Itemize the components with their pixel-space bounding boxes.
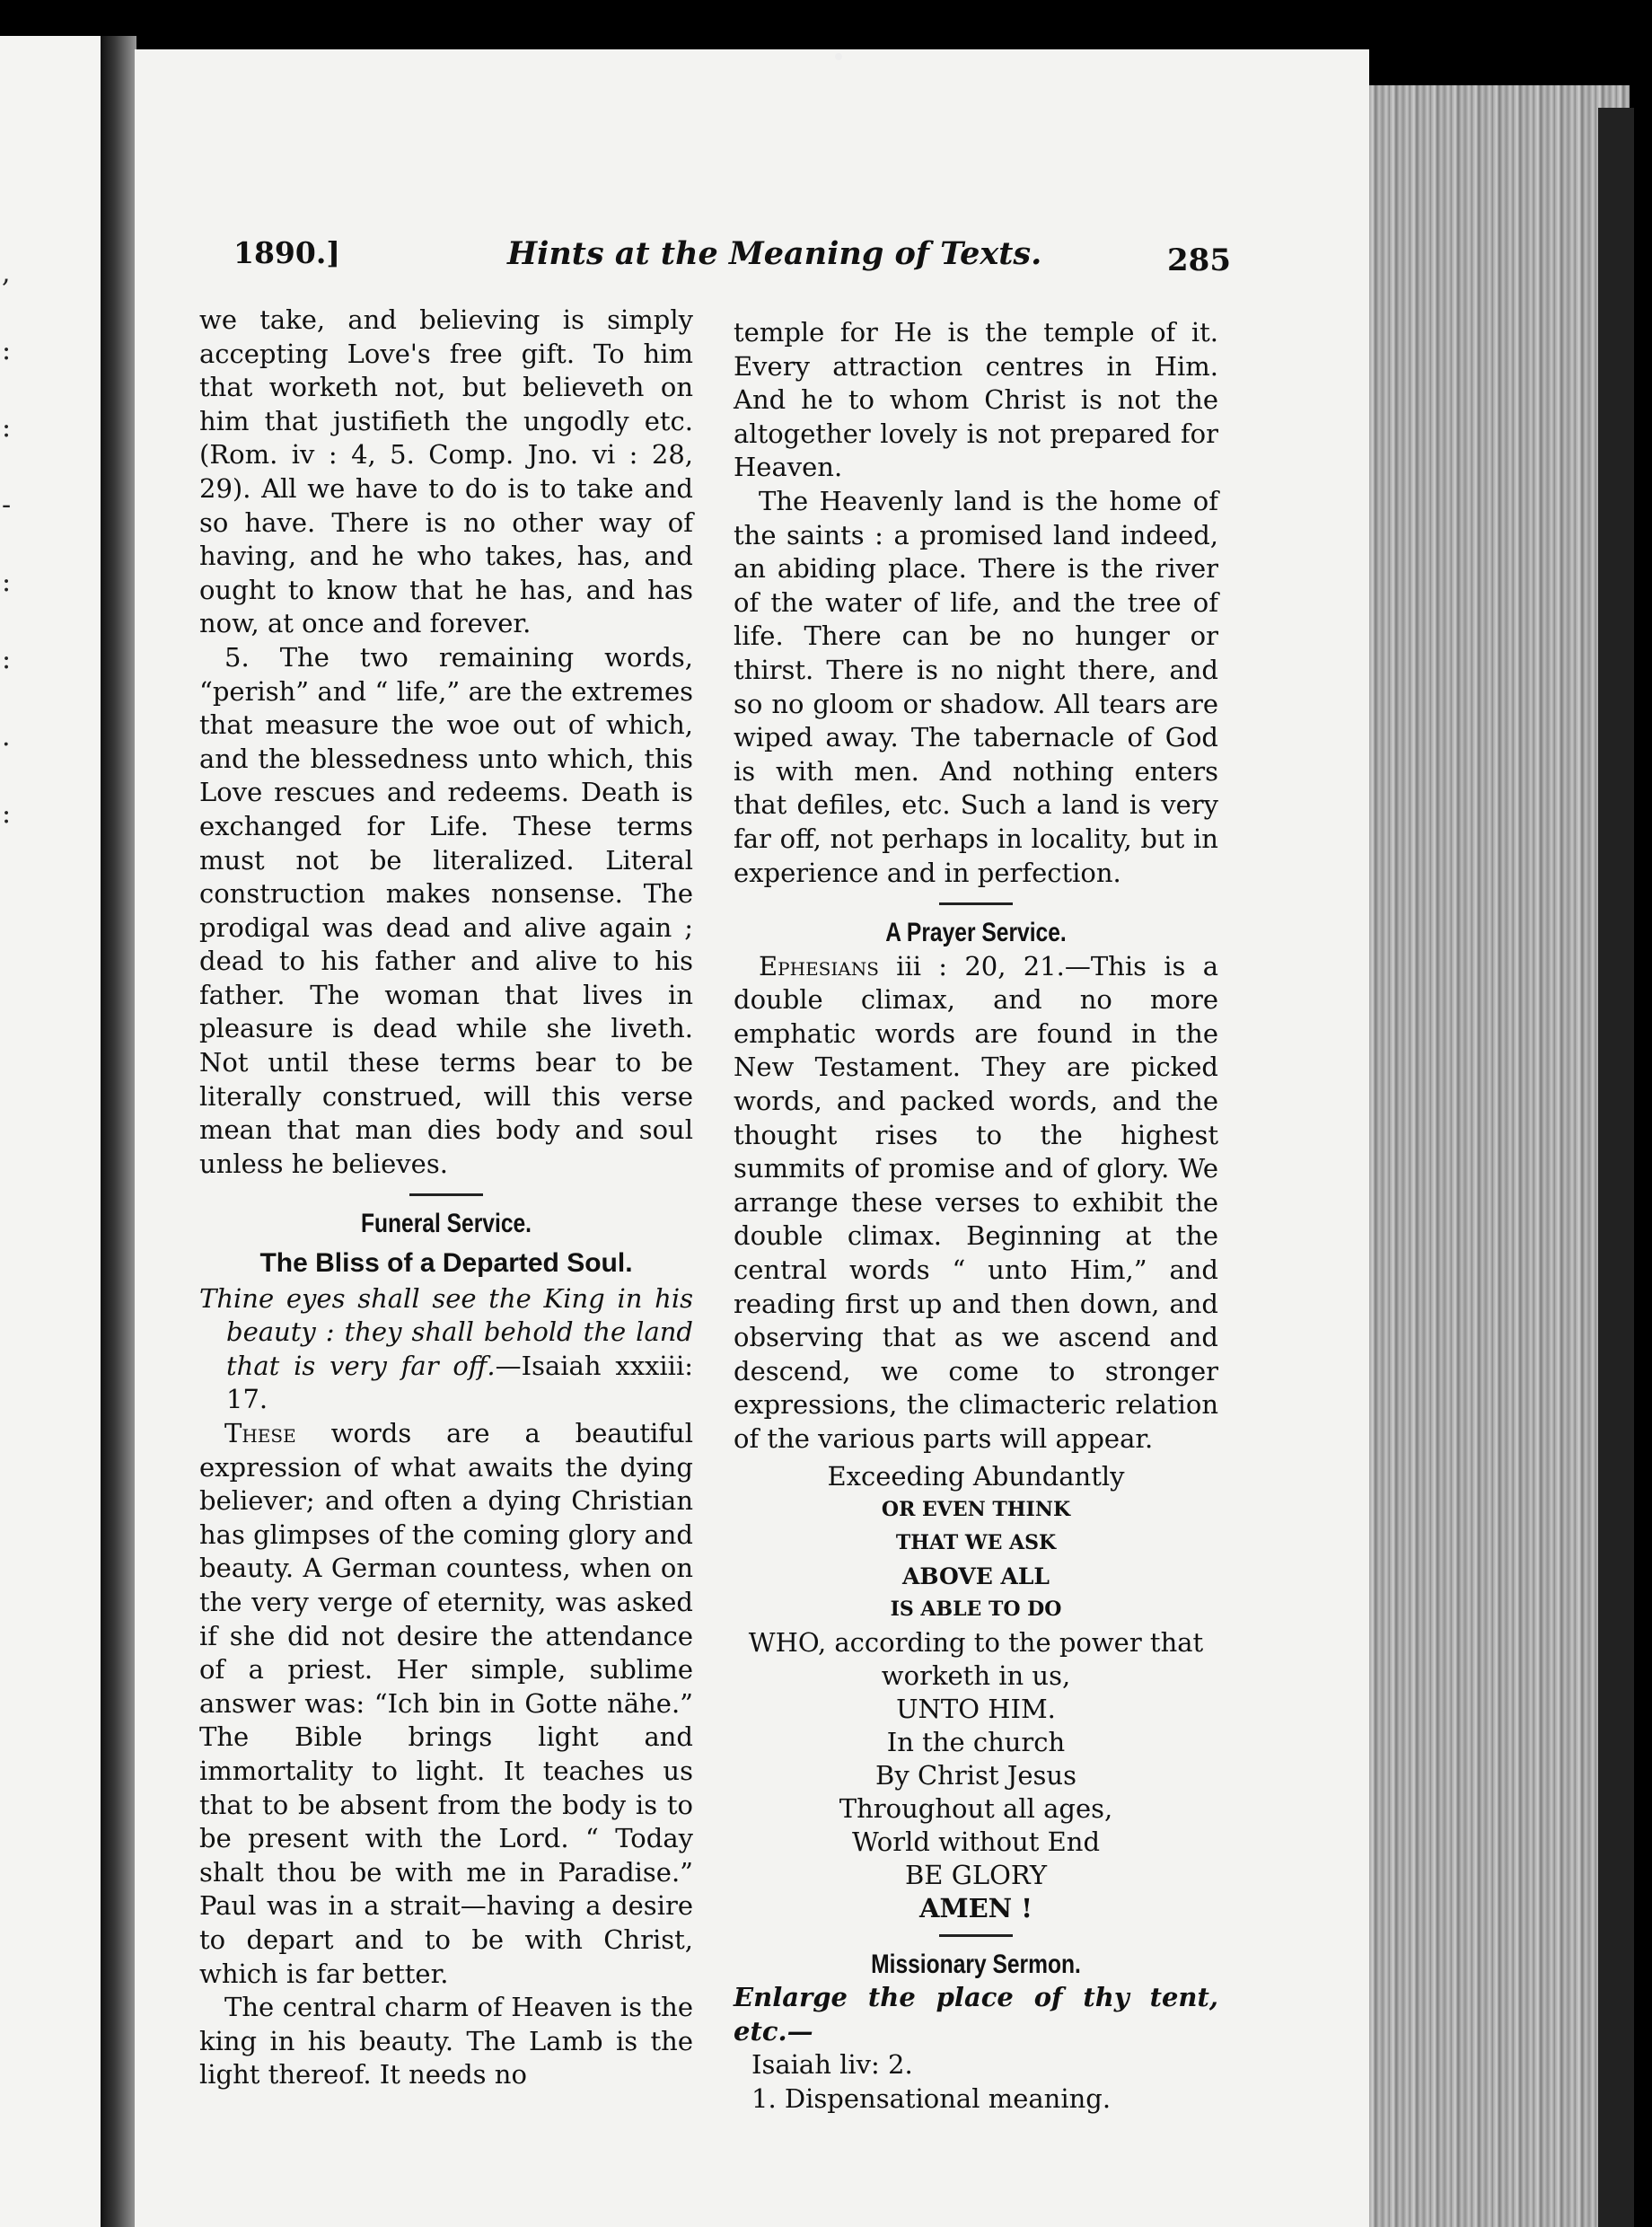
book-spine-shadow <box>101 36 136 2227</box>
climax-line: WHO, according to the power that <box>748 1626 1204 1658</box>
left-paragraph-2: 5. The two remaining words, “perish” and “ life,” are the extremes that measure the woe out of which, and the blessedness unto which, this Love rescues and redeems. Death is exchanged for Life. These terms must not be literalized. Literal construction makes nonsense. The prodigal was dead and alive again ; dead to his father and alive to his father. The woman that lives in pleasure is dead while she liveth. Not until these terms bear to be literally construed, will this verse mean that man dies body and soul unless he believes. <box>199 641 693 1179</box>
climax-line: AMEN ! <box>918 1892 1033 1923</box>
right-column <box>734 316 1218 2117</box>
climax-line: By Christ Jesus <box>875 1759 1076 1791</box>
left-paragraph-4: The central charm of Heaven is the king in his beauty. The Lamb is the light thereof. It needs no <box>199 1992 693 2091</box>
funeral-sermon-title: The Bliss of a Departed Soul. <box>259 1248 633 1279</box>
running-head-title: Hints at the Meaning of Texts. <box>507 235 1042 272</box>
prayer-lead-word: Ephesians <box>759 950 879 981</box>
funeral-epigraph <box>199 1282 693 1417</box>
missionary-reference: Isaiah liv: 2. <box>751 2049 913 2081</box>
ink-mark <box>835 53 842 60</box>
right-paragraph-1: temple for He is the temple of it. Every attraction centres in Him. And he to whom Christ is not the altogether lovely is not prepared for Heaven. <box>734 317 1218 483</box>
prayer-paragraph <box>734 950 1218 1457</box>
missionary-scripture: Enlarge the place of thy tent, etc.— <box>734 1982 1218 2047</box>
funeral-service-heading: Funeral Service. <box>360 1209 532 1239</box>
climax-line: In the church <box>886 1726 1066 1757</box>
previous-page-edge <box>0 36 108 2227</box>
paragraph-lead-word: These <box>224 1418 296 1448</box>
climax-line: Exceeding Abundantly <box>827 1460 1125 1492</box>
previous-page-marks: , : : - : : . : <box>2 258 12 830</box>
climax-line: THAT WE ASK <box>895 1530 1057 1554</box>
climax-line: Throughout all ages, <box>839 1792 1113 1824</box>
list-item: 1. Dispensational meaning. <box>751 2082 1112 2114</box>
left-column <box>199 304 693 2092</box>
page-edges <box>1369 85 1630 2227</box>
epigraph-text: Thine eyes shall see the King in his beauty : they shall behold the land that is very far off. <box>199 1282 693 1381</box>
epigraph-reference: —Isaiah xxxiii: 17. <box>226 1350 693 1415</box>
page-number: 285 <box>1167 242 1231 278</box>
prayer-text: iii : 20, 21.—This is a double climax, and no more emphatic words are found in the New Testament. They are picked words, and packed words, and the thought rises to the highest summits of promise and of glory. We arrange these verses to exhibit the double climax. Beginning at the central words “ unto Him,” and reading first up and then down, and observing that as we ascend and descend, we come to stronger expressions, the climacteric relation of the various parts will appear. <box>734 950 1219 1454</box>
climax-line: UNTO HIM. <box>896 1693 1056 1724</box>
left-paragraph-3 <box>199 1417 693 1991</box>
prayer-service-heading: A Prayer Service. <box>885 918 1067 948</box>
climax-line: ABOVE ALL <box>901 1562 1050 1589</box>
missionary-sermon-heading: Missionary Sermon. <box>871 1949 1081 1979</box>
section-rule <box>939 902 1013 905</box>
left-paragraph-1: we take, and believing is simply accepting Love's free gift. To him that worketh not, but believeth on him that justifieth the ungodly etc. (Rom. iv : 4, 5. Comp. Jno. vi : 28, 29). All we have to do is to take and so have. There is no other way of having, and he who takes, has, and ought to know that he has, and has now, at once and forever. <box>199 304 693 639</box>
double-climax <box>734 1460 1218 1925</box>
page-edges-shadow <box>1598 108 1634 2227</box>
climax-line: World without End <box>851 1826 1101 1857</box>
right-paragraph-2: The Heavenly land is the home of the saints : a promised land indeed, an abiding place. There is the river of the water of life, and the tree of life. There can be no hunger or thirst. There is no night there, and so no gloom or shadow. All tears are wiped away. The tabernacle of God is with men. And nothing enters that defiles, etc. Such a land is very far off, not perhaps in locality, but in experience and in perfection. <box>734 485 1218 888</box>
missionary-text <box>734 1981 1218 2082</box>
climax-line: BE GLORY <box>905 1859 1047 1890</box>
running-head <box>233 235 1231 280</box>
section-rule <box>409 1193 483 1196</box>
section-rule <box>939 1934 1013 1937</box>
climax-line: OR EVEN THINK <box>881 1497 1071 1521</box>
climax-line: IS ABLE TO DO <box>890 1597 1062 1621</box>
climax-line: worketh in us, <box>881 1659 1071 1691</box>
running-head-year: 1890.] <box>233 235 340 270</box>
paragraph-3-text: words are a beautiful expression of what awaits the dying believer; and often a dying Christian has glimpses of the coming glory and beauty. A German countess, when on the very verge of eternity, was asked if she did not desire the attendance of a priest. Her simple, sublime answer was: “Ich bin in Gotte nähe.” The Bible brings light and immortality to light. It teaches us that to be absent from the body is to be present with the Lord. “ Today shalt thou be with me in Paradise.” Paul was in a strait—having a desire to depart and to be with Christ, which is far better. <box>199 1418 693 1989</box>
